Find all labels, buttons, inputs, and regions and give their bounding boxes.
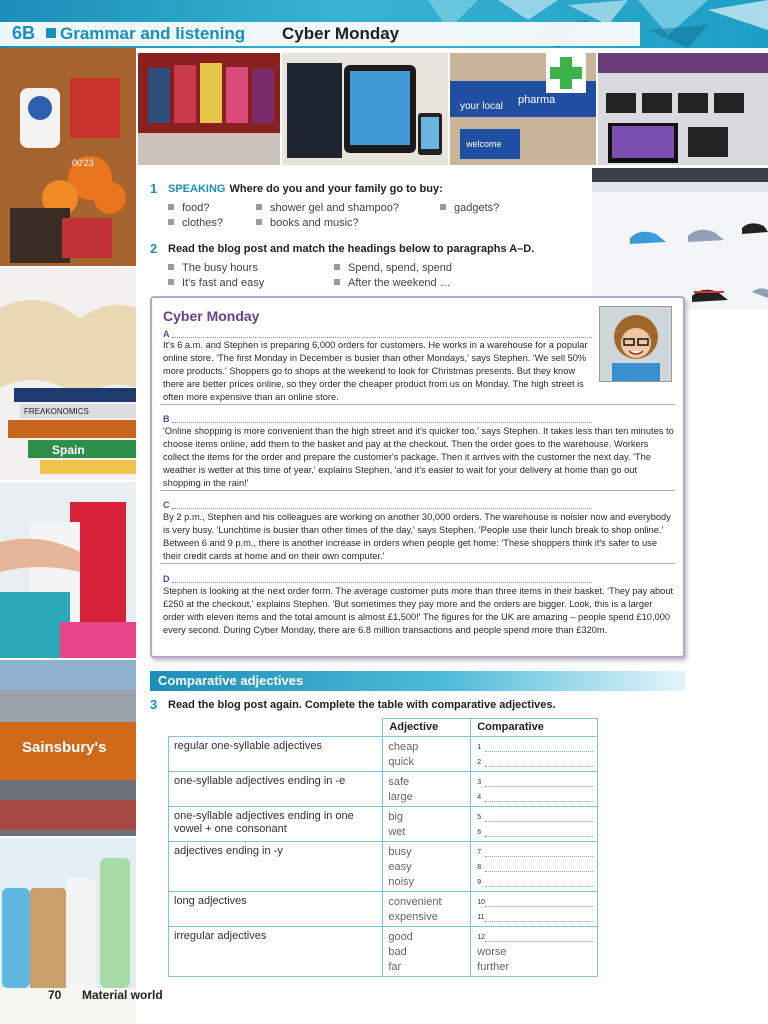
paragraph-letter-b: B <box>163 414 170 424</box>
answer-blank-7[interactable]: 7 <box>477 845 597 860</box>
paragraph-divider <box>160 490 675 491</box>
pharmacy-sign-text: pharma <box>518 94 556 106</box>
adjective-cell <box>383 737 471 772</box>
category-cell: long adjectives <box>169 892 383 927</box>
answer-blank-6[interactable]: 6 <box>477 825 597 840</box>
adjective: expensive <box>388 911 438 923</box>
photo-clothes-rack <box>0 482 136 658</box>
comparative-cell <box>471 772 598 807</box>
adjective: safe <box>388 776 410 788</box>
book-title-spain: Spain <box>52 443 85 457</box>
exercise-1-question <box>168 183 443 195</box>
list-item: It's fast and easy <box>168 277 264 289</box>
price-tag-text: 00'23 <box>72 158 94 168</box>
table-row <box>169 772 598 807</box>
adjective: good <box>388 931 413 943</box>
photo-mannequins <box>138 53 280 165</box>
category-cell: one-syllable adjectives ending in -e <box>169 772 383 807</box>
banner-title: Comparative adjectives <box>158 673 304 688</box>
adjective-cell <box>383 842 471 892</box>
category-cell: one-syllable adjectives ending in one vowel + one consonant <box>169 807 383 842</box>
photo-tablets <box>282 53 448 165</box>
answer-blank-10[interactable]: 10 <box>477 895 597 910</box>
welcome-sign-text: welcome <box>466 139 502 149</box>
table-row <box>169 737 598 772</box>
comparative-cell <box>471 842 598 892</box>
comparative-adjectives-banner <box>150 671 685 691</box>
square-bullet-icon <box>46 28 56 38</box>
paragraph-letter-d: D <box>163 574 170 584</box>
adjective-cell <box>383 807 471 842</box>
given-answer: worse <box>477 946 507 958</box>
exercise-1-text: Where do you and your family go to buy: <box>229 183 443 195</box>
category-cell: adjectives ending in -y <box>169 842 383 892</box>
heading-answer-line-c <box>172 508 592 509</box>
adjective: far <box>388 961 402 973</box>
list-item: gadgets? <box>440 202 499 214</box>
comparative-cell <box>471 737 598 772</box>
list-item: books and music? <box>256 217 359 229</box>
column-header-comparative: Comparative <box>471 719 598 737</box>
photo-books <box>0 268 136 480</box>
paragraph-letter-a: A <box>163 329 170 339</box>
table-row <box>169 927 598 977</box>
answer-blank-8[interactable]: 8 <box>477 860 597 875</box>
paragraph-divider <box>160 563 675 564</box>
page-footer <box>0 986 200 1008</box>
adjective-cell <box>383 927 471 977</box>
photo-shoe-website <box>592 168 768 310</box>
comparative-cell <box>471 892 598 927</box>
book-title-freakonomics: FREAKONOMICS <box>24 407 89 416</box>
list-item: Spend, spend, spend <box>334 262 452 274</box>
category-cell: regular one-syllable adjectives <box>169 737 383 772</box>
page-number: 70 <box>48 988 62 1002</box>
speaking-label: SPEAKING <box>168 183 226 195</box>
photo-groceries <box>0 48 136 266</box>
adjective: wet <box>388 826 406 838</box>
adjective-cell <box>383 892 471 927</box>
paragraph-divider <box>160 404 675 405</box>
answer-blank-4[interactable]: 4 <box>477 790 597 805</box>
list-item: After the weekend … <box>334 277 451 289</box>
blog-paragraph-b: 'Online shopping is more convenient than the high street and it's quicker too,' says Stephen. It takes less than ten minutes to choose items online, add them to the basket and pay at the checkout. Then the order goes to the warehouse. Workers collect the items for the order and prepare the customer's package. Then it arrives with the customer the next day. 'The weather is wetter at this time of year,' explains Stephen, 'and it's easier to wait for your delivery at home than go out shopping in the rain!' <box>163 426 674 488</box>
exercise-2-instruction: Read the blog post and match the headings below to paragraphs A–D. <box>168 243 535 255</box>
photo-pharmacy <box>450 53 596 165</box>
given-answer: further <box>477 961 509 973</box>
adjective: convenient <box>388 896 442 908</box>
adjective: quick <box>388 756 415 768</box>
exercise-1-number: 1 <box>150 181 158 196</box>
answer-blank-1[interactable]: 1 <box>477 740 597 755</box>
store-sign-text: Sainsbury's <box>22 739 107 756</box>
empty-header-cell <box>169 719 383 737</box>
shop-sign-text: your local <box>460 101 503 112</box>
comparative-table <box>168 718 598 977</box>
exercise-3-instruction: Read the blog post again. Complete the table with comparative adjectives. <box>168 699 556 711</box>
heading-answer-line-d <box>172 582 592 583</box>
category-cell: irregular adjectives <box>169 927 383 977</box>
photo-supermarket <box>0 660 136 836</box>
adjective: bad <box>388 946 407 958</box>
lesson-number: 6B <box>12 23 36 43</box>
section-title: Grammar and listening <box>60 24 246 43</box>
unit-title: Material world <box>82 988 163 1002</box>
table-row <box>169 892 598 927</box>
answer-blank-5[interactable]: 5 <box>477 810 597 825</box>
heading-answer-line-a <box>172 337 592 338</box>
blog-post <box>150 296 685 658</box>
comparative-cell <box>471 927 598 977</box>
adjective: easy <box>388 861 412 873</box>
title-bar <box>0 22 640 46</box>
blog-paragraph-c: By 2 p.m., Stephen and his colleagues are working on another 30,000 orders. The warehouse is noisier now and everybody is very busy. 'Lunchtime is busier than other times of the day,' says Stephen. 'People use their lunch break to shop online.' Between 6 and 9 p.m., there is another increase in orders when people get home: 'These shoppers think it's safer to use their credit cards at home and on their own computer.' <box>163 512 671 561</box>
adjective: cheap <box>388 741 419 753</box>
lesson-topic: Cyber Monday <box>282 24 400 43</box>
comparative-cell <box>471 807 598 842</box>
paragraph-letter-c: C <box>163 500 170 510</box>
list-item: The busy hours <box>168 262 258 274</box>
list-item: clothes? <box>168 217 223 229</box>
adjective: noisy <box>388 876 415 888</box>
answer-blank-3[interactable]: 3 <box>477 775 597 790</box>
photo-computer-store <box>598 53 768 165</box>
answer-blank-11[interactable]: 11 <box>477 910 597 925</box>
answer-blank-12[interactable]: 12 <box>477 930 597 945</box>
blog-title: Cyber Monday <box>163 308 260 324</box>
blog-paragraph-d: Stephen is looking at the next order form. The average customer puts more than three items in their basket. 'They pay about £250 at the checkout,' explains Stephen. 'But sometimes they pay more and the orders are bigger. Look, this is a larger order with eleven items and the total amount is almost £1,500!' The figures for the UK are amazing – people spend £10,000 every second. During Cyber Monday, there are 6.8 million transactions and people spend more than £320m. <box>163 586 674 635</box>
blog-paragraph-a: It's 6 a.m. and Stephen is preparing 6,000 orders for customers. He works in a warehouse for a popular online store. 'The first Monday in December is busier than other Mondays,' says Stephen. 'We sell 50% more products.' Shoppers go to shops at the weekend to look for Christmas presents. But they know there are better prices online, so they order the cheaper product from us on Monday. The high street is often more expensive than an online store. <box>163 340 588 402</box>
heading-answer-line-b <box>172 422 592 423</box>
adjective-cell <box>383 772 471 807</box>
exercise-3-number: 3 <box>150 697 158 712</box>
stephen-portrait <box>599 306 672 382</box>
exercise-2-number: 2 <box>150 241 158 256</box>
answer-blank-2[interactable]: 2 <box>477 755 597 770</box>
list-item: food? <box>168 202 210 214</box>
adjective: busy <box>388 846 412 858</box>
list-item: shower gel and shampoo? <box>256 202 399 214</box>
page-header <box>0 0 768 48</box>
answer-blank-9[interactable]: 9 <box>477 875 597 890</box>
table-header-row <box>169 719 598 737</box>
column-header-adjective: Adjective <box>383 719 471 737</box>
adjective: big <box>388 811 404 823</box>
table-row <box>169 807 598 842</box>
table-row <box>169 842 598 892</box>
adjective: large <box>388 791 413 803</box>
